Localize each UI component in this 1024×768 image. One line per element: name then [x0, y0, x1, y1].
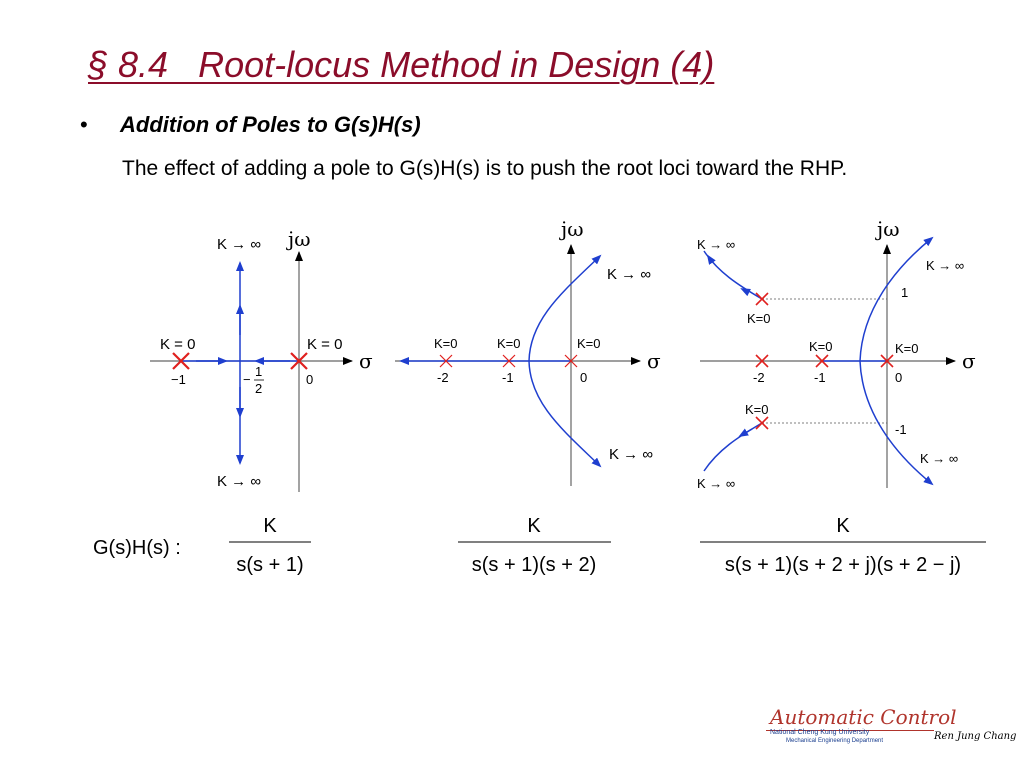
body-paragraph: The effect of adding a pole to G(s)H(s) is to push the root loci toward the RHP.: [122, 157, 848, 180]
tick-label: -1: [814, 370, 826, 385]
k-inf-label-bottom: K → ∞: [217, 473, 262, 490]
tick-label: −1: [171, 372, 186, 387]
bullet: •: [80, 112, 88, 137]
jw-label: jω: [561, 217, 584, 241]
tick-label: -1: [895, 422, 907, 437]
locus-branch: [704, 251, 762, 299]
tick-label: −: [243, 372, 251, 387]
fraction-denominator: s(s + 1)(s + 2 + j)(s + 2 − j): [724, 554, 962, 576]
tick-label: -2: [753, 370, 765, 385]
footer-university: National Cheng Kung University: [770, 729, 870, 736]
footer-author: Ren Jung Chang: [934, 731, 1017, 742]
subheading: Addition of Poles to G(s)H(s): [120, 112, 421, 137]
k-inf-label-bottom: K → ∞: [609, 446, 654, 463]
tick-label: 1: [901, 285, 909, 300]
tick-label: 0: [895, 370, 903, 385]
k0-label: K=0: [809, 339, 833, 354]
k-inf-label-br: K → ∞: [920, 451, 959, 466]
sigma-label: σ: [962, 349, 976, 373]
jw-label: jω: [288, 227, 311, 251]
sigma-label: σ: [359, 349, 373, 373]
footer-department: Mechanical Engineering Department: [786, 738, 884, 744]
k0-label: K=0: [895, 341, 919, 356]
footer-brand: Automatic Control: [770, 705, 957, 729]
k-zero-label-left: K = 0: [160, 336, 196, 353]
gh-label: G(s)H(s) :: [93, 537, 181, 559]
tick-label: -1: [502, 370, 514, 385]
k0-label: K=0: [434, 336, 458, 351]
tick-label: 0: [580, 370, 588, 385]
fraction-numerator: K: [263, 515, 277, 537]
locus-diagram-1: [150, 227, 373, 492]
direction-arrow: [740, 429, 752, 436]
sigma-label: σ: [647, 349, 661, 373]
fraction-numerator: K: [527, 515, 541, 537]
k-zero-label-right: K = 0: [307, 336, 343, 353]
transfer-functions: [93, 515, 986, 576]
fraction-denominator: s(s + 1)(s + 2): [471, 554, 597, 576]
k-inf-label-top: K → ∞: [607, 266, 652, 283]
fraction-denominator: s(s + 1): [236, 554, 304, 576]
k-inf-label-tr: K → ∞: [926, 258, 965, 273]
locus-branch: [704, 423, 762, 471]
locus-diagram-2: [395, 217, 661, 486]
direction-arrow: [708, 256, 712, 262]
fraction-numerator: K: [836, 515, 850, 537]
tick-label: -2: [437, 370, 449, 385]
jw-label: jω: [877, 217, 900, 241]
tick-label: 2: [255, 381, 263, 396]
k-inf-label-top: K → ∞: [217, 236, 262, 253]
k0-label: K=0: [577, 336, 601, 351]
k-inf-label-bl: K → ∞: [697, 476, 736, 491]
k0-label: K=0: [497, 336, 521, 351]
k0-label: K=0: [747, 311, 771, 326]
locus-diagram-3: [697, 217, 976, 491]
page-title: § 8.4 Root-locus Method in Design (4): [88, 44, 715, 85]
locus-branch: [529, 361, 600, 466]
k-inf-label-tl: K → ∞: [697, 237, 736, 252]
k0-label: K=0: [745, 402, 769, 417]
tick-label: 0: [306, 372, 314, 387]
tick-label: 1: [255, 364, 263, 379]
